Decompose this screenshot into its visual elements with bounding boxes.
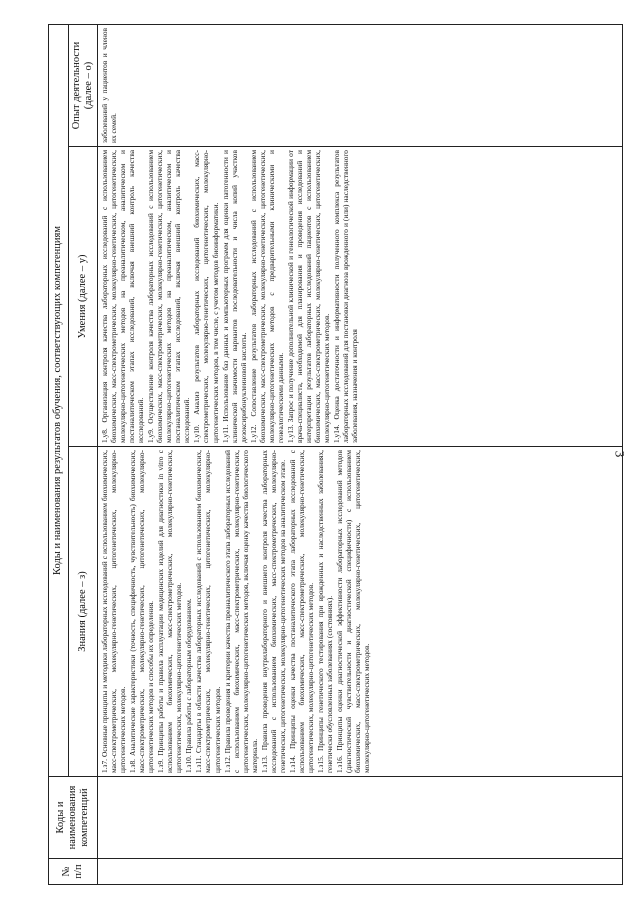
experience-header: Опыт деятельности (далее – о) — [69, 24, 98, 146]
results-header: Коды и наименования результатов обучения, соответствующих компетенциям — [49, 24, 69, 776]
knowledge-item: 1.з9. Принципы работы и правила эксплуатации медицинских изделий для диагностики in vitro с использованием биохимических, масс-спектрометрических, молекулярно-генетических, цитогенетических, молекулярно-цитогенетических методов. — [156, 450, 184, 773]
skill-item: 1.у13. Запрос и получение дополнительной клинической и генеалогической информации от врача-специалиста, необходимой для планирования и проведения исследований и интерпретации результатов лабораторных исследований пациентов с использованием биохимических, масс-спектрометрических, молекулярно-генетических, цитогенетических, молекулярно-цитогенетических методов. — [285, 150, 331, 443]
knowledge-item: 1.з14. Принципы оценки качества постаналитического этапа лабораторных исследований с использованием биохимических, масс-спектрометрических, молекулярно-генетических, цитогенетических, молекулярно-цитогенетических методов. — [287, 450, 315, 773]
skill-item: 1.у14. Оценка достаточности и информативности полученного комплекса результатов лабораторных исследований для постановки диагноза врожденного и (или) наследственного заболевания, назначения и контроля — [331, 150, 359, 443]
skill-item: 1.у10. Анализ результатов лабораторных исследований биохимических, масс-спектрометрических, молекулярно-генетических, цитогенетических, молекулярно-цитогенетических методов, в том числе, с учетом методов биоинформатики. — [192, 150, 220, 443]
col-num-header: № п/п — [49, 859, 98, 885]
competency-table — [48, 24, 623, 885]
knowledge-item: 1.з8. Аналитические характеристики (точность, специфичность, чувствительность) биохимических, масс-спектрометрических, молекулярно-генетических, цитогенетических, молекулярно-цитогенетических методов и способы их определения. — [128, 450, 156, 773]
knowledge-item: 1.з16. Принципы оценки диагностической эффективности лабораторных исследований методов (диагностической чувствительности и диагностической специфичности) с использованием биохимических, масс-спектрометрических, молекулярно-генетических, цитогенетических, молекулярно-цитогенетических методов. — [334, 450, 371, 773]
knowledge-item: 1.з13. Правила проведения внутрилабораторного и внешнего контроля качества лабораторных исследований с использованием биохимических, масс-спектрометрических, молекулярно-генетических, цитогенетических, молекулярно-цитогенетических методов на аналитическом этапе. — [259, 450, 287, 773]
knowledge-item: 1.з11. Стандарты в области качества лабораторных исследований с использованием биохимических, масс-спектрометрических, молекулярно-генетических, цитогенетических, молекулярно-цитогенетических методов. — [194, 450, 222, 773]
page-number: 3 — [611, 450, 627, 458]
knowledge-header: Знания (далее – з) — [69, 447, 98, 777]
experience-item: заболеваний у пациентов и членов их семей. — [100, 27, 119, 143]
num-cell — [98, 859, 623, 885]
knowledge-item: 1.з10. Правила работы с лабораторным оборудованием. — [184, 598, 194, 773]
experience-cell — [98, 24, 623, 146]
skill-item: 1.у9. Осуществление контроля качества лабораторных исследований с использованием биохимических, масс-спектрометрических, молекулярно-генетических, цитогенетических, молекулярно-цитогенетических методов на преаналитическом, аналитическом и постаналитическом этапах исследований, включая внешний контроль качества исследований. — [146, 150, 192, 443]
competency-table-rotated — [48, 25, 623, 885]
skill-item: 1.у8. Организация контроля качества лабораторных исследований с использованием биохимических, масс-спектрометрических, молекулярно-генетических, цитогенетических, молекулярно-цитогенетических методов на преаналитическом, аналитическом и постаналитическом этапах исследований, включая внешний контроль качества исследований. — [100, 150, 146, 443]
knowledge-item: 1.з12. Правила проведения и критерии качества преаналитического этапа лабораторных исследований с использованием биохимических, масс-спектрометрических, молекулярно-генетических, цитогенетических, молекулярно-цитогенетических методов, включая оценку качества биологического материала. — [222, 450, 259, 773]
skill-item: 1.у12. Сопоставление результатов лабораторных исследований с использованием биохимических, масс-спектрометрических, молекулярно-генетических, цитогенетических, молекулярно-цитогенетических методов с предварительными клиническими и генеалогическими данными. — [248, 150, 285, 443]
code-cell — [98, 777, 623, 859]
skills-cell — [98, 147, 623, 447]
table-row — [98, 24, 623, 884]
knowledge-cell — [98, 447, 623, 777]
skills-header: Умения (далее – у) — [69, 147, 98, 447]
col-code-header: Коды и наименования компетенций — [49, 777, 98, 859]
knowledge-item: 1.з15. Принципы генетического тестирования при врожденных и наследственных заболеваниях, генетически обусловленных заболеваниях (состояниях). — [315, 450, 334, 773]
skill-item: 1.у11. Использование баз данных и компьютерных программ для оценки патогенности и клинической значимости вариантов последовательности и числа копий участков дезоксирибонуклеиновой кислоты. — [220, 150, 248, 443]
knowledge-item: 1.з7. Основные принципы и методики лабораторных исследований с использованием биохимических, масс-спектрометрических, молекулярно-генетических, цитогенетических, молекулярно-цитогенетических методов. — [100, 450, 128, 773]
